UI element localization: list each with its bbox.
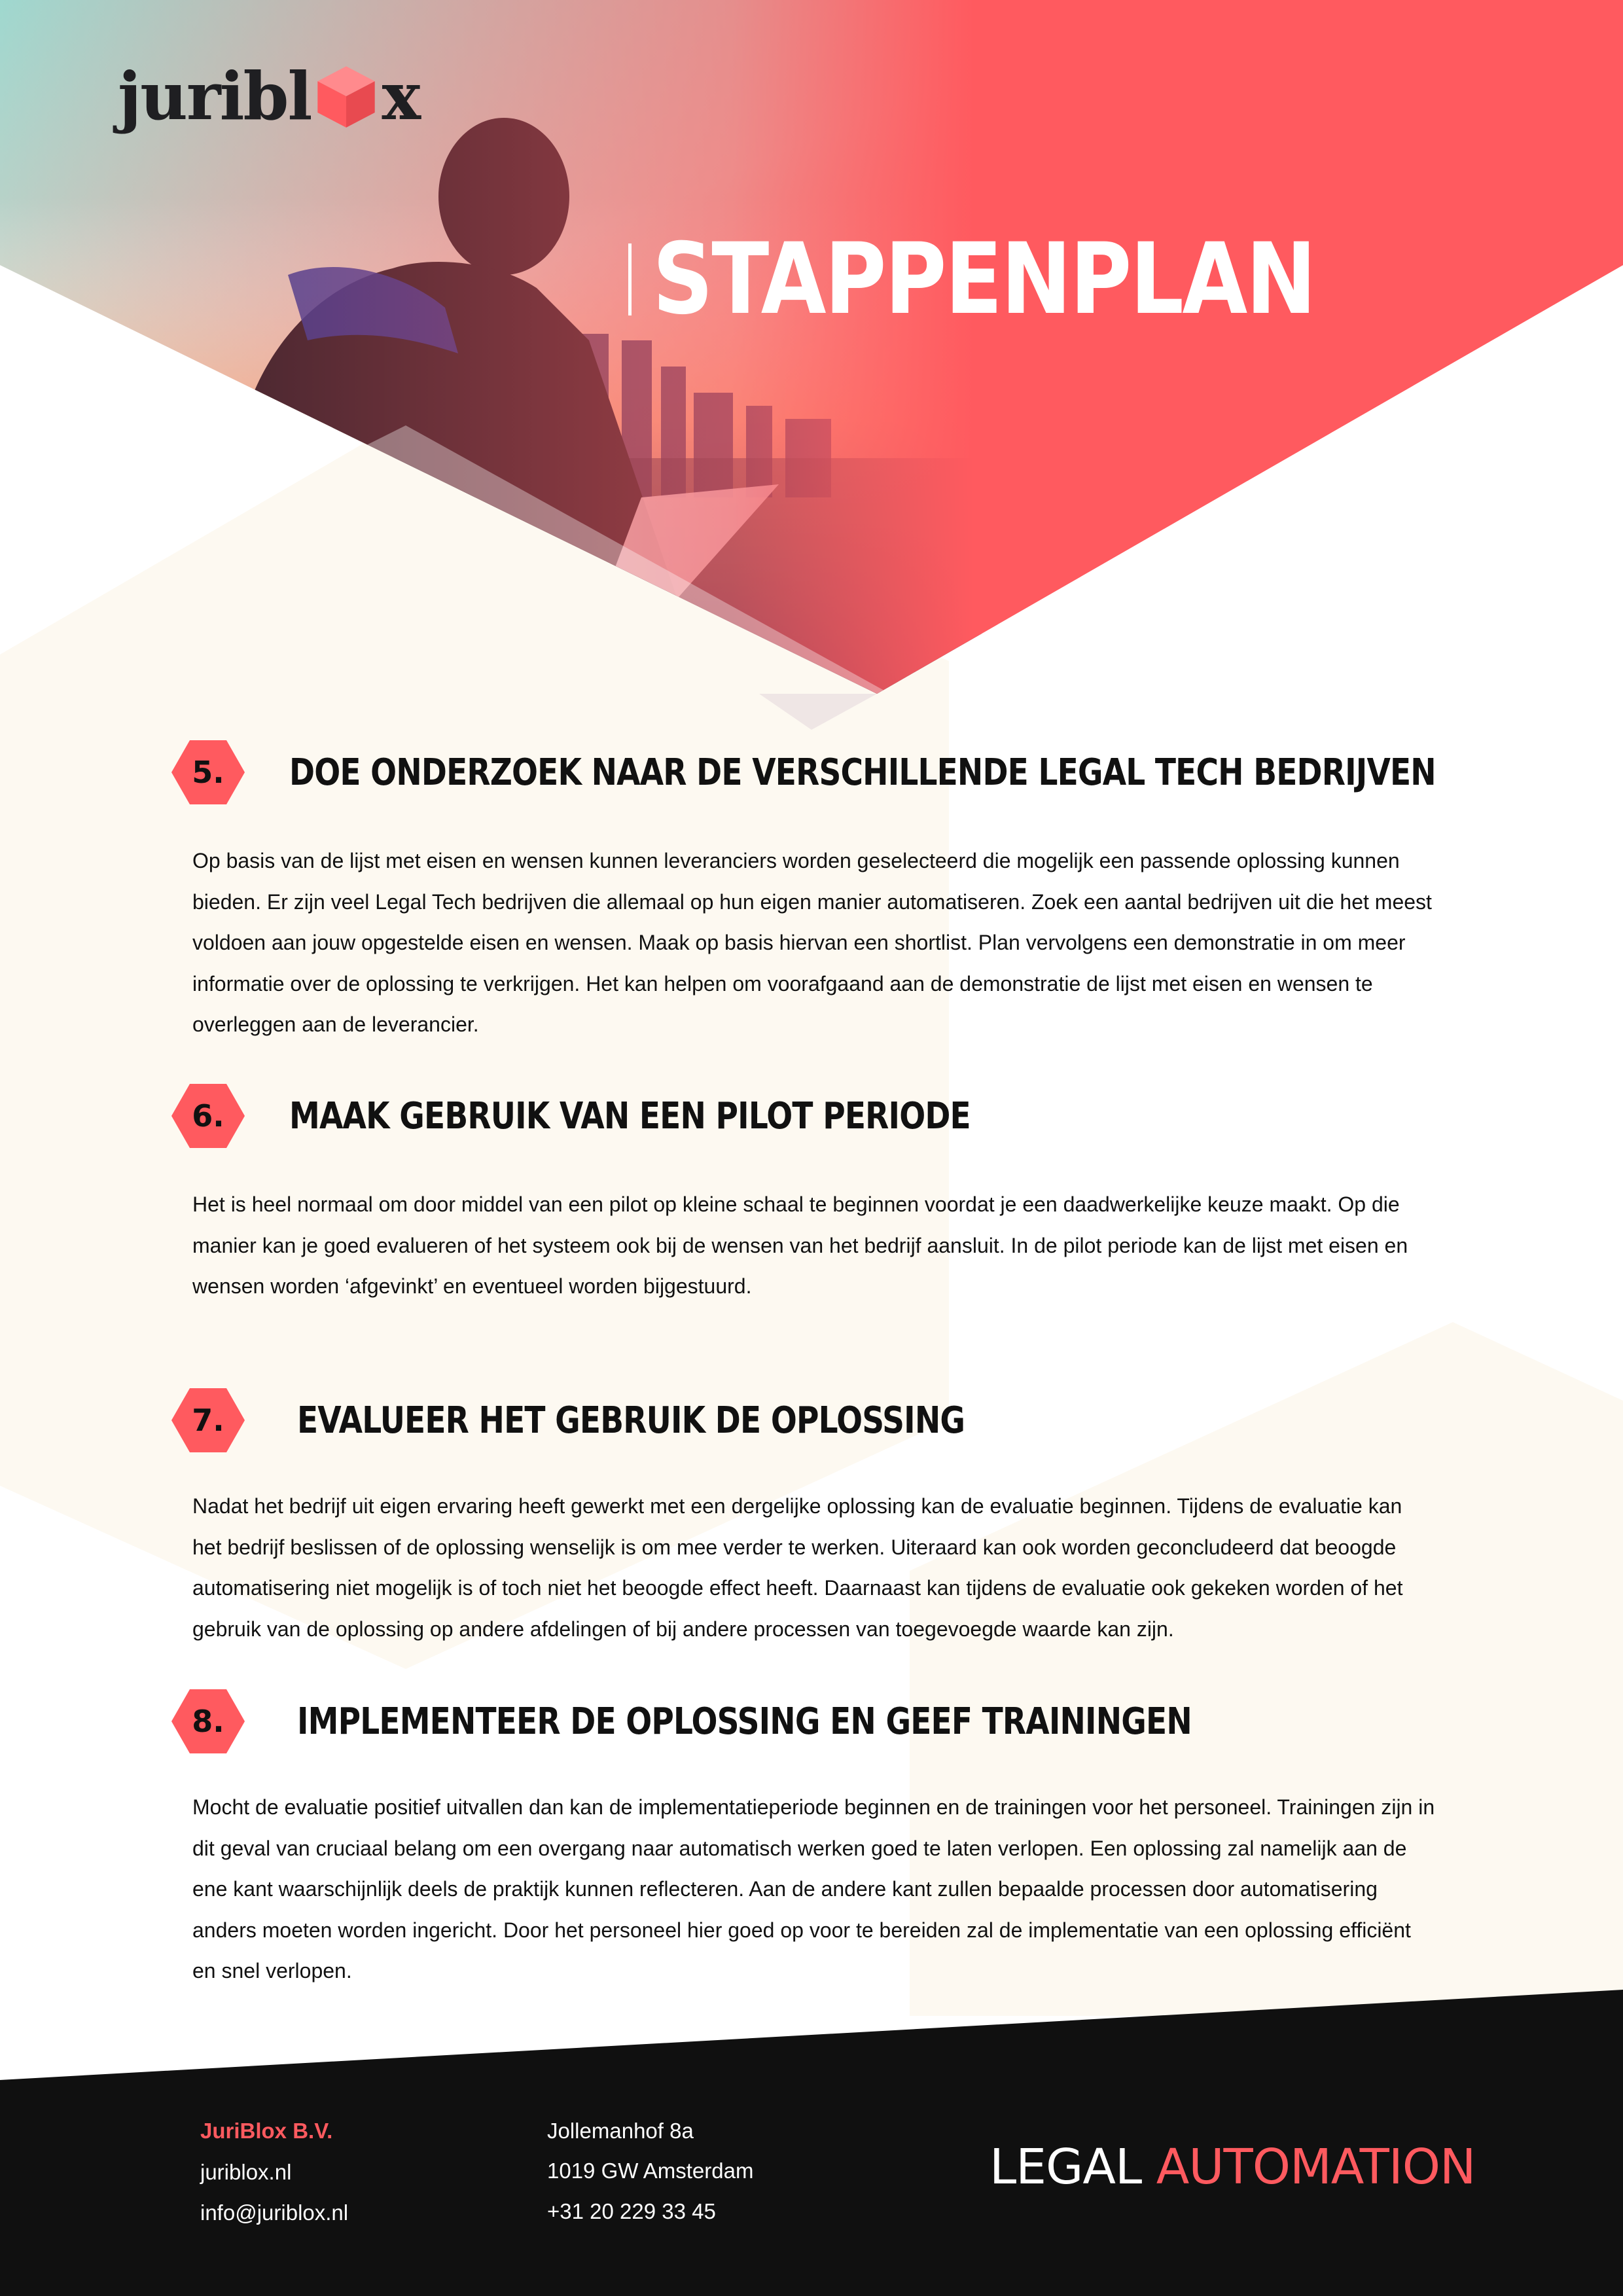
page-title [628,223,1423,336]
page-title-text: STAPPENPLAN [652,223,1315,336]
footer-address-line2: 1019 GW Amsterdam [547,2159,754,2183]
step-number: 6. [192,1098,224,1134]
footer-email-link[interactable]: info@juriblox.nl [200,2200,349,2225]
footer-tagline [990,2139,1475,2195]
footer-company: JuriBlox B.V. [200,2119,333,2143]
footer-address-line1: Jollemanhof 8a [547,2119,694,2143]
step-title: DOE ONDERZOEK NAAR DE VERSCHILLENDE LEGAL TECH BEDRIJVEN [289,751,1436,794]
step-number: 7. [192,1403,224,1438]
cube-icon [312,62,380,130]
step-number-badge [171,740,245,804]
logo-letter-l: l [287,58,312,135]
step-number-badge [171,1689,245,1753]
step-title: IMPLEMENTEER DE OPLOSSING EN GEEF TRAININGEN [297,1700,1192,1743]
step-number-badge [171,1388,245,1452]
step-body: Het is heel normaal om door middel van een pilot op kleine schaal te beginnen voordat je een daadwerkelijke keuze maakt. Op die manier kan je goed evalueren of het systeem ook bij de wensen van het bedrijf aansluit. In de pilot periode kan de lijst met eisen en wensen worden ‘afgevinkt’ en eventueel worden bijgestuurd. [192,1193,1408,1298]
footer-website-link[interactable]: juriblox.nl [200,2160,292,2184]
footer-phone[interactable]: +31 20 229 33 45 [547,2199,716,2223]
juriblox-logo[interactable] [118,58,419,135]
step-title: MAAK GEBRUIK VAN EEN PILOT PERIODE [289,1094,971,1138]
step-body: Op basis van de lijst met eisen en wensen kunnen leveranciers worden geselecteerd die mogelijk een passende oplossing kunnen bieden. Er zijn veel Legal Tech bedrijven die allemaal op hun eigen manier automatiseren. Zoek een aantal bedrijven uit die het meest voldoen aan jouw opgestelde eisen en wensen. Maak op basis hiervan een shortlist. Plan vervolgens een demonstratie in om meer informatie over de oplossing te verkrijgen. Het kan helpen om voorafgaand aan de demonstratie de lijst met eisen en wensen te overleggen aan de leverancier. [192,849,1432,1036]
step-number: 5. [192,755,224,790]
tagline-automation: AUTOMATION [1156,2139,1476,2195]
title-divider [628,243,632,315]
step-number: 8. [192,1704,224,1739]
step-body: Mocht de evaluatie positief uitvallen dan kan de implementatieperiode beginnen en de trainingen voor het personeel. Trainingen zijn in dit geval van cruciaal belang om een overgang naar automatisch werken goed te laten verlopen. Een oplossing zal namelijk aan de ene kant waarschijnlijk deels de praktijk kunnen reflecteren. Aan de andere kant zullen bepaalde processen door automatisering anders moeten worden ingericht. Door het personeel hier goed op voor te bereiden zal de implementatie van een oplossing efficiënt en snel verlopen. [192,1795,1435,1982]
logo-text-left: jurib [118,58,288,135]
step-body: Nadat het bedrijf uit eigen ervaring heeft gewerkt met een dergelijke oplossing kan de evaluatie beginnen. Tijdens de evaluatie kan het bedrijf beslissen of de oplossing wenselijk is om mee verder te werken. Uiteraard kan ook worden geconcludeerd dat beoogde automatisering niet mogelijk is of toch niet het beoogde effect heeft. Daarnaast kan tijdens de evaluatie ook gekeken worden of het gebruik van de oplossing op andere afdelingen of bij andere processen van toegevoegde waarde kan zijn. [192,1494,1403,1641]
step-title: EVALUEER HET GEBRUIK DE OPLOSSING [297,1399,965,1442]
logo-text-right: x [382,58,420,135]
step-number-badge [171,1084,245,1148]
tagline-legal: LEGAL [990,2139,1142,2195]
